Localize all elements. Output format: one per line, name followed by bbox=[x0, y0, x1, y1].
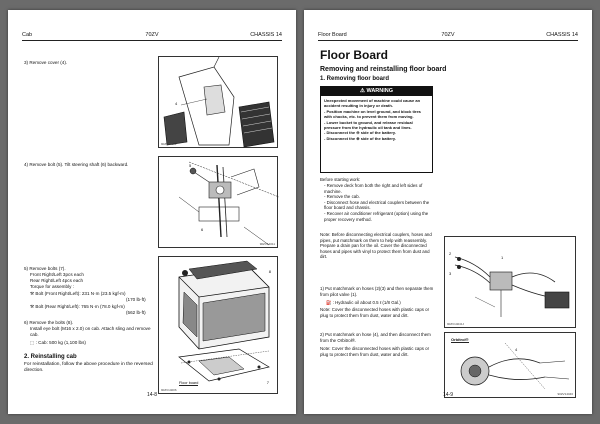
figure-caption: 90ZV14001 bbox=[161, 142, 177, 146]
step-2: 2) Put matchmark on hose (4), and then disconnect them from the Orbitrol®. bbox=[320, 332, 431, 343]
page-title: Floor Board bbox=[320, 48, 388, 62]
step-1: 1) Put matchmark on hoses (2)(3) and then separate them from pilot valve (1). bbox=[320, 286, 434, 297]
oil-amount-row bbox=[326, 300, 401, 306]
page-number: 14-9 bbox=[442, 392, 453, 398]
wrench-icon: ⚒ bbox=[30, 291, 36, 296]
bolt-count-front: Front Right/Left 3pcs each bbox=[30, 272, 84, 277]
callout-4: 4 bbox=[175, 101, 178, 106]
figure-caption: 90ZV14011 bbox=[259, 242, 275, 246]
before-item: - Remove the cab. bbox=[324, 194, 360, 200]
wrench-icon: ⚒ bbox=[30, 304, 36, 309]
callout-3: 3 bbox=[449, 271, 452, 276]
bolt-count-rear: Rear Right/Left 4pcs each bbox=[30, 278, 84, 283]
cab-weight-row bbox=[30, 340, 86, 346]
step-3: 3) Remove cover (4). bbox=[24, 60, 68, 65]
step-6-detail: Install eye bolt (M16 x 2.0) on cab. Attach sling and remove cab. bbox=[30, 326, 151, 337]
header-model: 70ZV bbox=[441, 32, 455, 38]
right-page-header bbox=[318, 32, 578, 41]
warning-line: Unexpected movement of machine could cause an accident resulting in injury or death. bbox=[324, 98, 421, 109]
step-4: 4) Remove bolt (5). Tilt steering shaft (6) backward. bbox=[24, 162, 129, 167]
oil-can-icon: ⛽ bbox=[326, 300, 333, 305]
before-start: Before starting work: bbox=[320, 177, 361, 182]
section-1-title: 1. Removing floor board bbox=[320, 76, 390, 82]
callout-7: 7 bbox=[266, 380, 269, 385]
torque-rear-ftlb: (562 lb-ft) bbox=[126, 310, 146, 315]
torque-front-row bbox=[30, 291, 126, 297]
callout-5: 5 bbox=[189, 163, 192, 168]
step-6: 6) Remove the bolts (8). bbox=[24, 320, 74, 325]
left-page bbox=[8, 10, 296, 414]
header-chapter: CHASSIS 14 bbox=[250, 32, 282, 38]
figure-pilot-valve bbox=[444, 236, 576, 328]
before-items bbox=[324, 183, 434, 222]
warning-line: - Lower bucket to ground, and release residual pressure from the hydraulic oil tank and lines. bbox=[324, 119, 413, 131]
warning-line: - Position machine on level ground, and block tires with chocks, etc. to prevent them from moving. bbox=[324, 108, 421, 120]
weight-icon: ⬚ bbox=[30, 340, 36, 345]
before-item: - Remove deck from both the right and left sides of machine. bbox=[324, 183, 423, 194]
callout-8: 8 bbox=[268, 269, 271, 274]
callout-2: 2 bbox=[449, 251, 452, 256]
callout-1: 1 bbox=[501, 255, 504, 260]
warning-body bbox=[321, 96, 432, 143]
figure-caption: 90ZV14006 bbox=[161, 388, 177, 392]
page-subtitle: Removing and reinstalling floor board bbox=[320, 66, 447, 73]
warning-triangle-icon: ⚠ bbox=[359, 88, 367, 94]
figure-orbitrol bbox=[444, 332, 576, 398]
torque-front-ftlb: (170 lb-ft) bbox=[126, 297, 146, 302]
section-2-text: For reinstallation, follow the above procedure in the reversed direction. bbox=[24, 362, 153, 373]
section-2-title: 2. Reinstalling cab bbox=[24, 354, 77, 360]
warning-line: - Disconnect the ⊕ side of the battery. bbox=[324, 135, 396, 141]
torque-front: Bolt (Front Right/Left): 231 N·m (23.5 kgf-m) bbox=[35, 291, 126, 296]
oil-amount: : Hydraulic oil about 0.5 ℓ (1/8 Gal.) bbox=[332, 300, 401, 305]
torque-rear-row bbox=[30, 304, 125, 310]
figure-steering-shaft bbox=[158, 156, 278, 248]
header-chapter: CHASSIS 14 bbox=[546, 32, 578, 38]
callout-4: 4 bbox=[515, 347, 518, 352]
note-3: Note: Cover the disconnected hoses with plastic caps or plug to protect them from dust, water and dirt. bbox=[320, 346, 430, 357]
warning-line: - Disconnect the ⊖ side of the battery. bbox=[324, 130, 396, 136]
warning-box bbox=[320, 86, 433, 173]
figure-caption: 90ZV14046 bbox=[557, 392, 573, 396]
right-page bbox=[304, 10, 592, 414]
before-item: - Disconnect hose and electrical couplers between the floor board and chassis. bbox=[324, 199, 430, 211]
step-5: 5) Remove bolts (7). bbox=[24, 266, 66, 271]
floor-board-label: Floor board bbox=[179, 381, 199, 385]
page-number: 14-8 bbox=[146, 392, 157, 398]
figure-caption: 90ZV14041J bbox=[447, 322, 465, 326]
cab-weight: : Cab: 500 kg (1,100 lbs) bbox=[35, 340, 86, 345]
orbitrol-label: Orbitrol® bbox=[451, 337, 469, 342]
callout-6: 6 bbox=[201, 227, 204, 232]
figure-remove-cover bbox=[158, 56, 278, 148]
before-item: - Recover air conditioner refrigerant (option) using the proper recovery method. bbox=[324, 210, 429, 222]
figure-cab-removal bbox=[158, 256, 278, 394]
torque-label: Torque for assembly : bbox=[30, 284, 74, 289]
warning-title: WARNING bbox=[366, 88, 394, 94]
warning-header bbox=[321, 87, 432, 96]
note-1: Note: Before disconnecting electrical couplers, hoses and pipes, put matchmark on them to help with reassembly. Prepare a drain pan for the oil. Cover the disconnected hoses and pipes with vinyl to protect them from dust and dirt. bbox=[320, 232, 432, 260]
note-2: Note: Cover the disconnected hoses with plastic caps or plug to protect them from dust, water and dirt. bbox=[320, 307, 430, 318]
torque-rear: Bolt (Rear Right/Left): 765 N·m (78.0 kgf-m) bbox=[35, 304, 125, 309]
header-model: 70ZV bbox=[145, 32, 159, 38]
header-section: Cab bbox=[22, 32, 33, 38]
left-page-header bbox=[22, 32, 282, 41]
header-section: Floor Board bbox=[318, 32, 347, 38]
